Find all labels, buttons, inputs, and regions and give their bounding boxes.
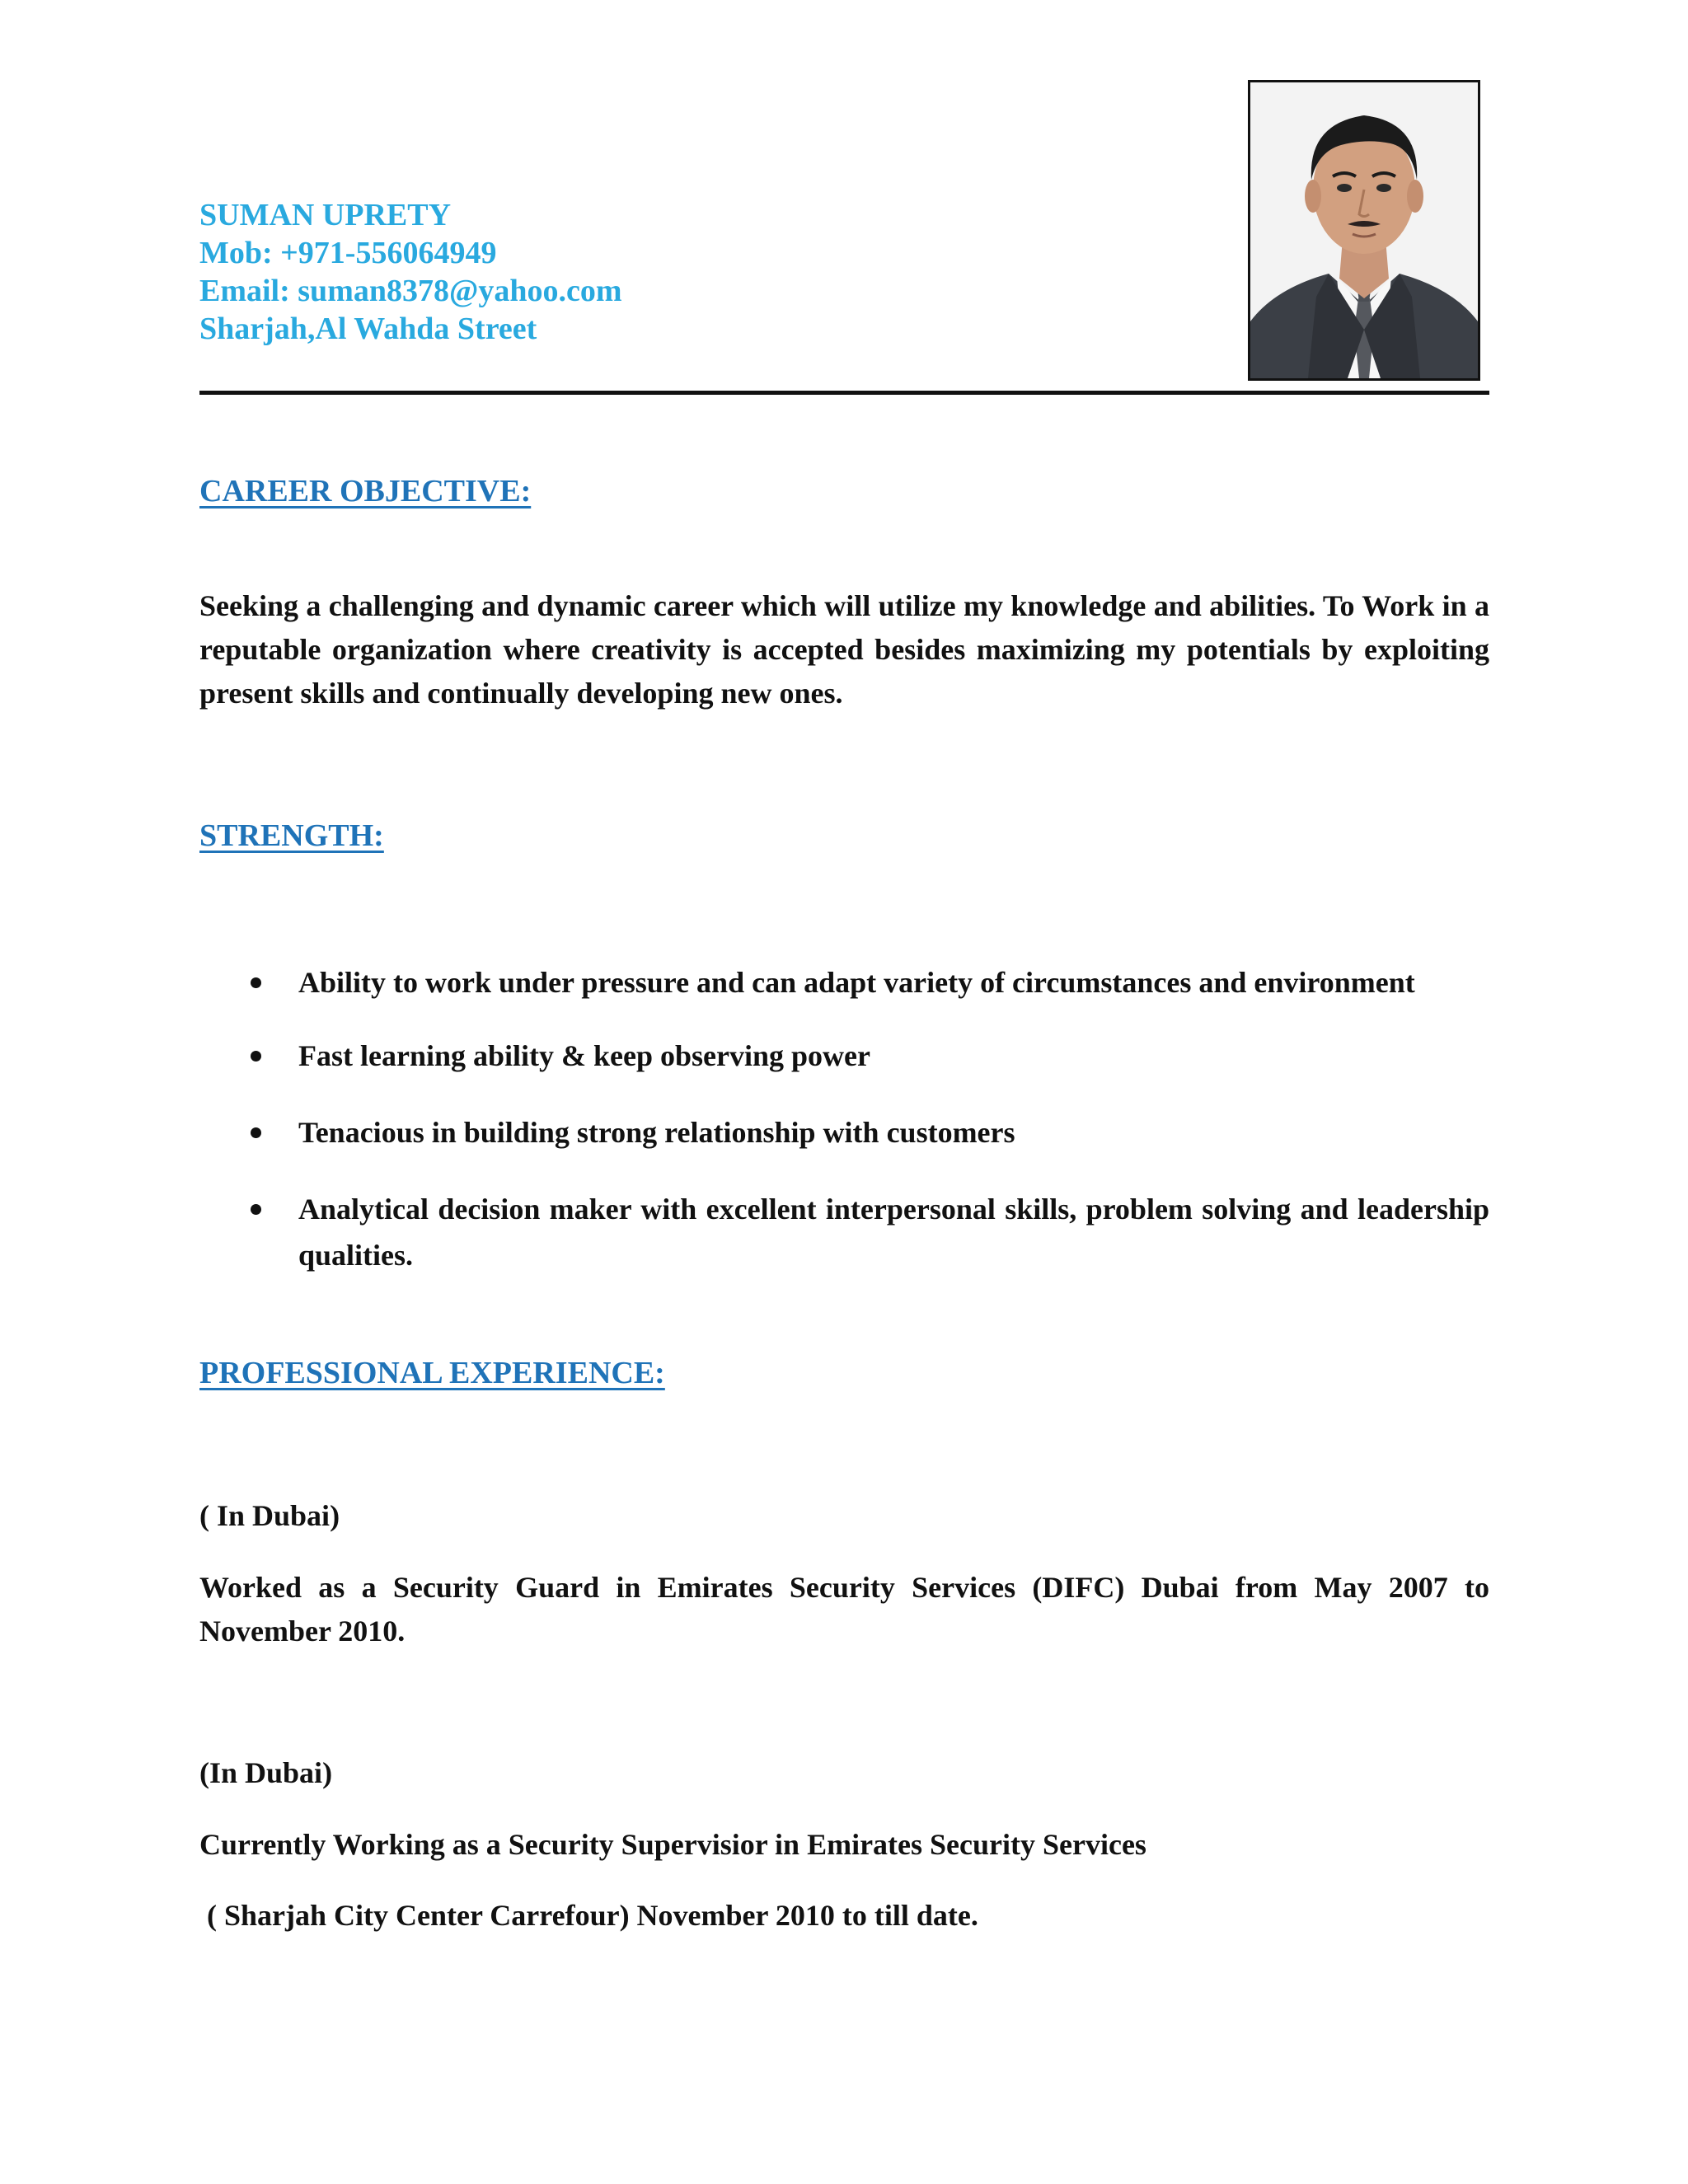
- strength-item-text: Ability to work under pressure and can adapt variety of circumstances and environment: [298, 966, 1415, 999]
- contact-header: [199, 196, 1189, 348]
- strength-item-text: Analytical decision maker with excellent interpersonal skills, problem solving and leadership qualities.: [298, 1193, 1489, 1272]
- career-objective-heading: CAREER OBJECTIVE:: [199, 474, 532, 509]
- list-item: [199, 1033, 1489, 1079]
- header-divider: [199, 391, 1489, 395]
- bullet-icon: [251, 1204, 261, 1215]
- candidate-name: SUMAN UPRETY: [199, 198, 452, 232]
- job1-location: ( In Dubai): [199, 1499, 340, 1532]
- strength-list: [199, 959, 1489, 1278]
- mobile-number: Mob: +971-556064949: [199, 236, 497, 270]
- home-address: Sharjah,Al Wahda Street: [199, 312, 537, 346]
- profile-photo: [1248, 80, 1480, 381]
- strength-item-text: Tenacious in building strong relationship with customers: [298, 1116, 1015, 1149]
- experience-heading: PROFESSIONAL EXPERIENCE:: [199, 1356, 665, 1390]
- career-objective-text: Seeking a challenging and dynamic career which will utilize my knowledge and abilities. To Work in a reputable organization where creativity is accepted besides maximizing my potentials by exploiting present skills and continually developing new ones.: [199, 589, 1489, 710]
- strength-heading: STRENGTH:: [199, 818, 384, 853]
- list-item: [199, 1109, 1489, 1155]
- list-item: [199, 959, 1489, 1005]
- job1-description: Worked as a Security Guard in Emirates Security Services (DIFC) Dubai from May 2007 to November 2010.: [199, 1571, 1489, 1647]
- email-address: Email: suman8378@yahoo.com: [199, 274, 622, 308]
- job2-description: Currently Working as a Security Supervisior in Emirates Security Services: [199, 1828, 1146, 1861]
- job2-location: (In Dubai): [199, 1756, 333, 1789]
- portrait-illustration: [1250, 82, 1478, 378]
- list-item: [199, 1186, 1489, 1278]
- strength-item-text: Fast learning ability & keep observing power: [298, 1039, 870, 1072]
- bullet-icon: [251, 977, 261, 988]
- bullet-icon: [251, 1051, 261, 1062]
- bullet-icon: [251, 1127, 261, 1138]
- job2-period: ( Sharjah City Center Carrefour) November 2010 to till date.: [199, 1899, 978, 1932]
